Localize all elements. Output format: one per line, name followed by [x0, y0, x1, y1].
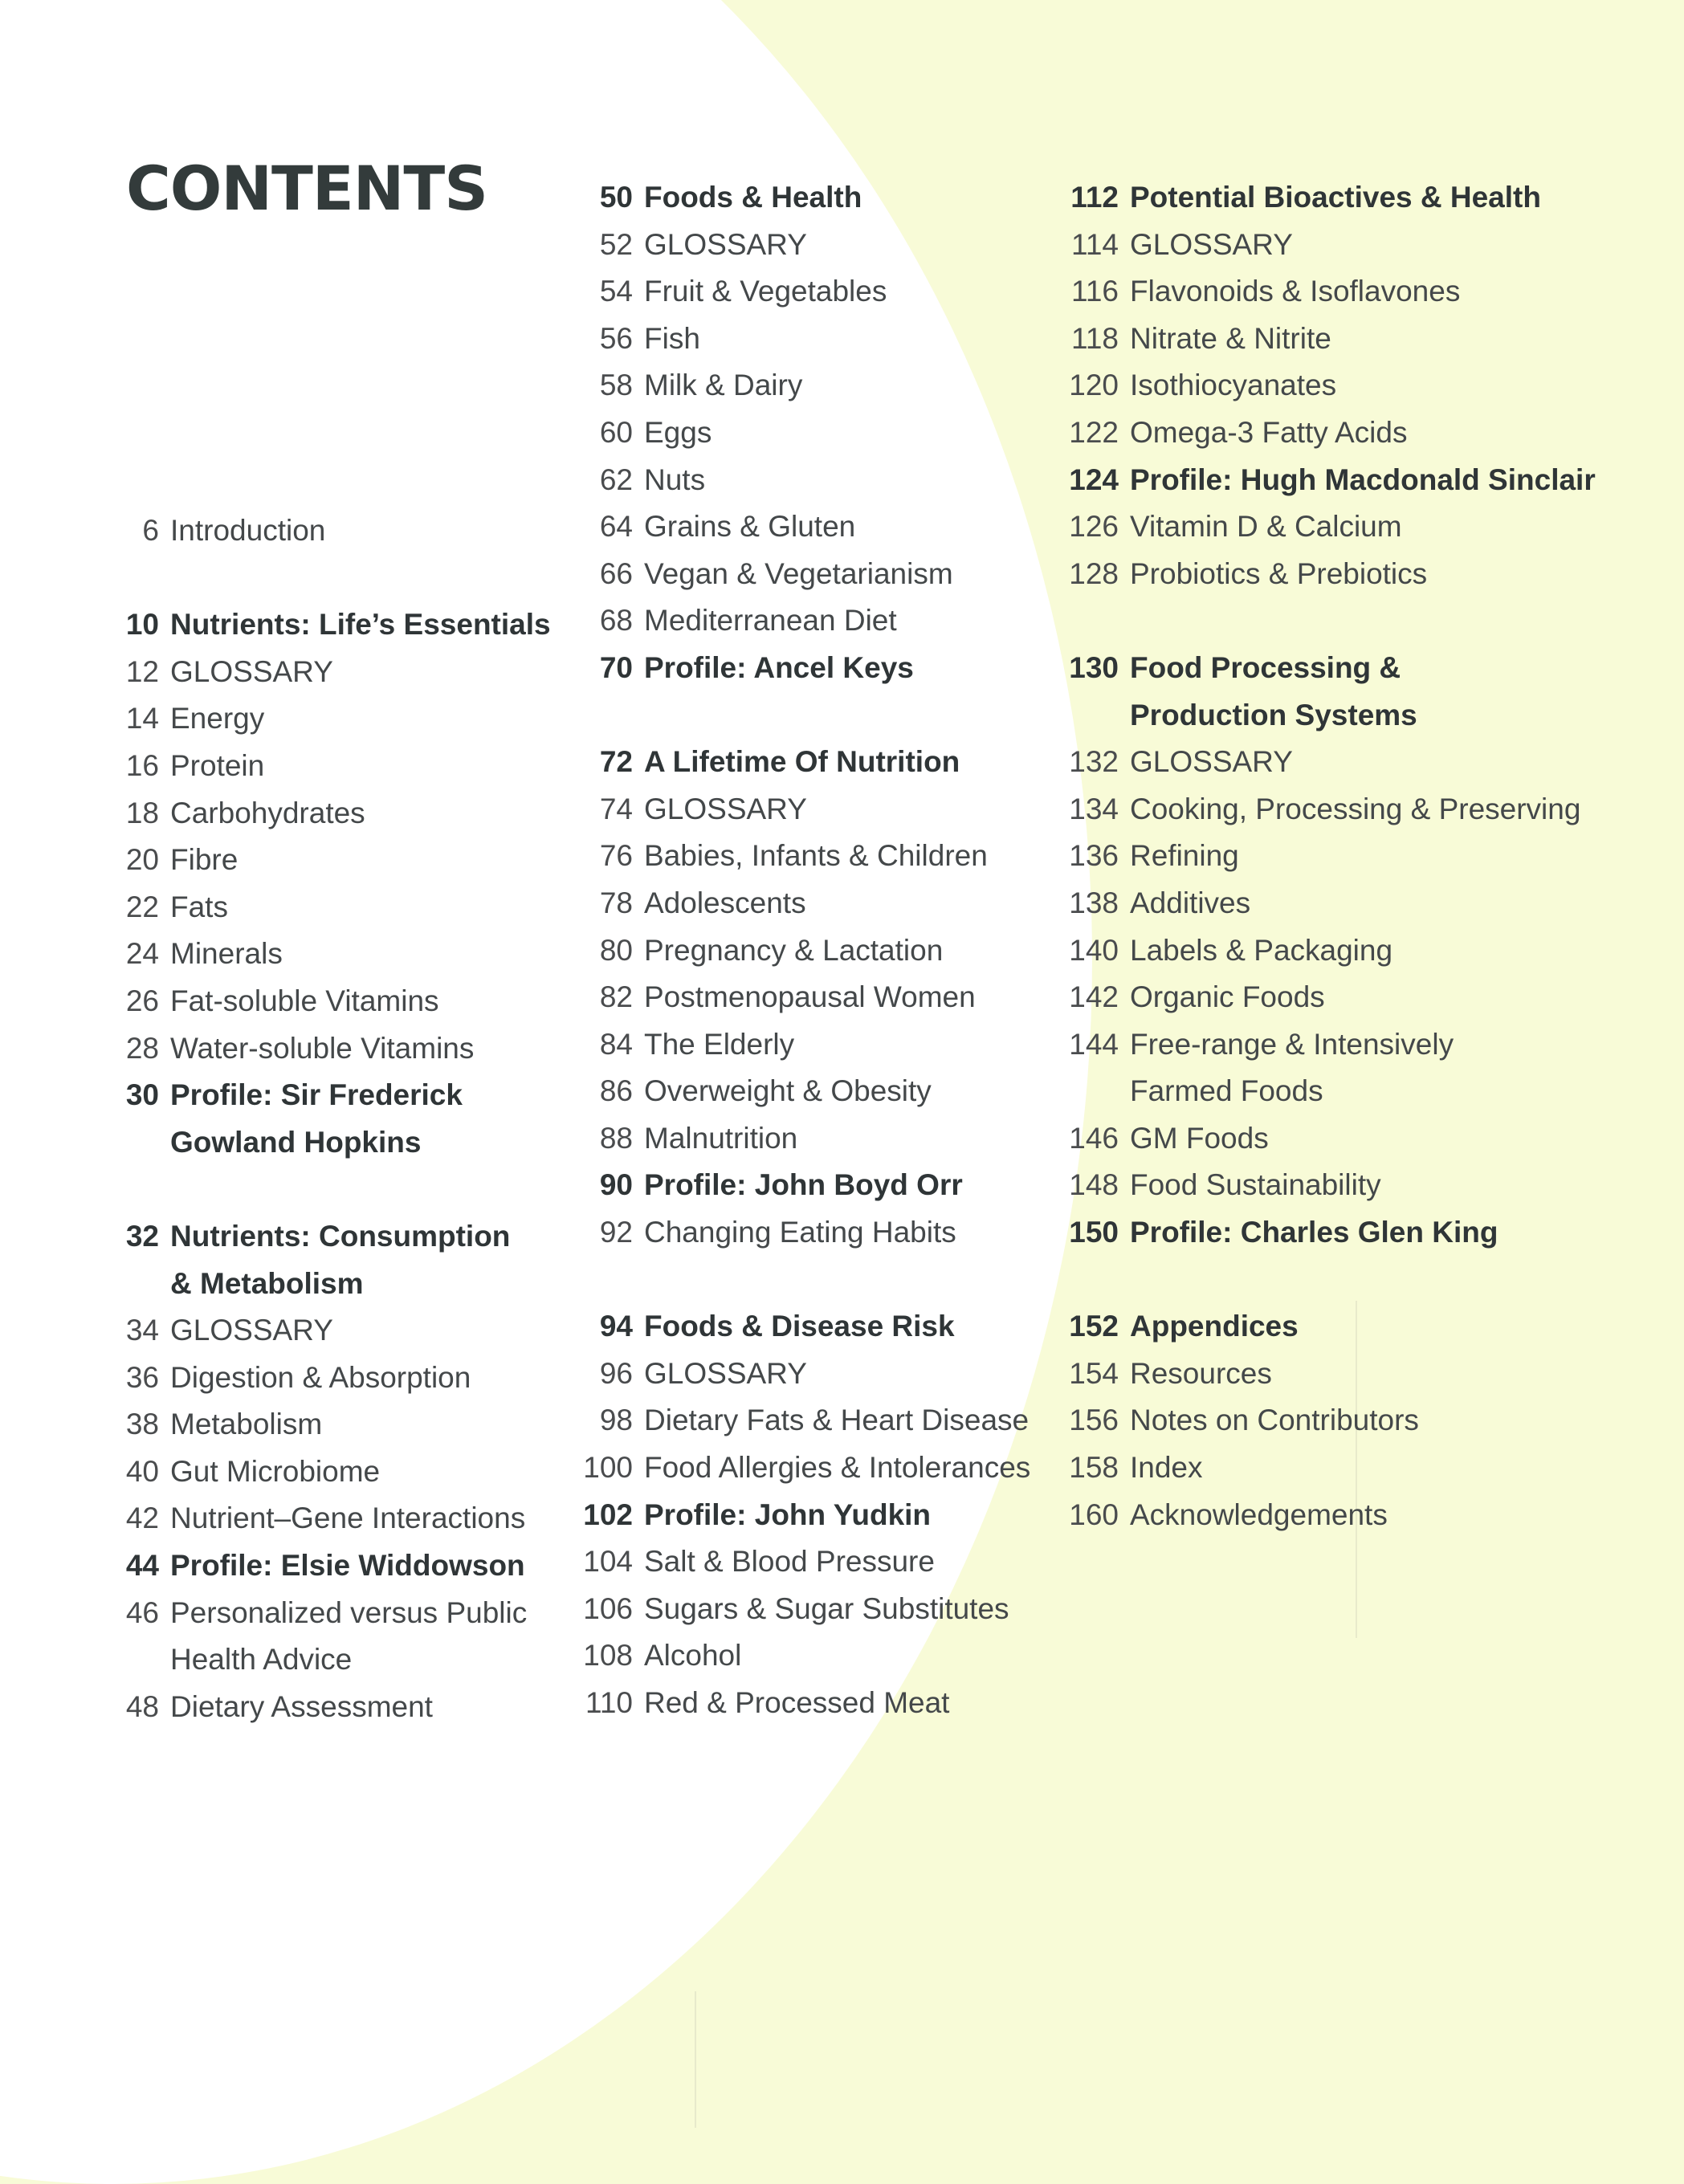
toc-entry-title: Pregnancy & Lactation	[644, 933, 944, 967]
toc-entry-title: Notes on Contributors	[1130, 1404, 1419, 1437]
toc-entry	[578, 1068, 1030, 1115]
toc-entry	[1064, 222, 1596, 269]
toc-entry-title: GLOSSARY	[644, 792, 807, 825]
toc-page-number: 28	[125, 1031, 159, 1065]
toc-entry	[578, 1632, 1030, 1680]
toc-page-number: 82	[599, 980, 633, 1014]
toc-entry-title: Protein	[170, 748, 265, 782]
toc-page-number: 6	[142, 514, 159, 547]
toc-page-number: 30	[125, 1078, 159, 1112]
toc-entry	[104, 507, 551, 555]
toc-page-number: 106	[583, 1591, 633, 1625]
toc-entry	[578, 833, 1030, 880]
toc-entry	[1064, 457, 1596, 504]
toc-page-number: 86	[599, 1074, 633, 1108]
toc-entry-title: Flavonoids & Isoflavones	[1130, 275, 1461, 308]
toc-page-number: 36	[125, 1360, 159, 1394]
toc-page-number: 108	[583, 1639, 633, 1673]
toc-entry	[104, 1401, 551, 1449]
toc-entry-title: Gowland Hopkins	[170, 1125, 422, 1159]
toc-page-number: 72	[599, 745, 633, 779]
toc-page-number: 70	[599, 650, 633, 684]
toc-entry-title: Minerals	[170, 937, 283, 971]
toc-column-2	[578, 174, 1030, 1727]
page-crease	[695, 1991, 696, 2128]
toc-entry	[578, 1397, 1030, 1444]
toc-entry-title: Foods & Disease Risk	[644, 1310, 955, 1343]
toc-entry-title: Introduction	[170, 514, 326, 547]
toc-entry	[1064, 1351, 1596, 1398]
toc-entry-title: Profile: Sir Frederick	[170, 1078, 463, 1112]
toc-entry-title: Acknowledgements	[1130, 1497, 1388, 1531]
toc-page-number: 118	[1071, 321, 1119, 355]
toc-entry	[104, 1542, 551, 1590]
toc-entry-title: & Metabolism	[170, 1266, 364, 1300]
toc-page-number: 42	[125, 1502, 159, 1535]
toc-page-number: 66	[599, 556, 633, 590]
toc-entry-title: Nutrient–Gene Interactions	[170, 1502, 526, 1535]
toc-entry-title: Health Advice	[170, 1643, 353, 1677]
toc-page-number: 158	[1069, 1451, 1119, 1485]
toc-entry-title: GLOSSARY	[1130, 227, 1293, 261]
toc-entry	[104, 1072, 551, 1119]
toc-page-number: 94	[599, 1310, 633, 1343]
toc-entry-title: Profile: Ancel Keys	[644, 650, 914, 684]
toc-entry	[1064, 551, 1596, 598]
toc-page-number: 52	[599, 227, 633, 261]
toc-page-number: 16	[125, 748, 159, 782]
toc-entry-title: Profile: John Yudkin	[644, 1497, 932, 1531]
toc-page-number: 20	[125, 843, 159, 877]
toc-page-number: 100	[583, 1451, 633, 1485]
toc-page-number: 38	[125, 1408, 159, 1441]
toc-entry	[578, 457, 1030, 504]
toc-entry	[1064, 1303, 1596, 1351]
toc-entry-title: Omega-3 Fatty Acids	[1130, 415, 1408, 449]
toc-entry	[1064, 974, 1596, 1021]
toc-entry-title: Vegan & Vegetarianism	[644, 556, 953, 590]
toc-entry-title: Salt & Blood Pressure	[644, 1545, 935, 1579]
toc-entry-title: Refining	[1130, 839, 1239, 873]
toc-entry	[1064, 503, 1596, 551]
toc-entry-title: Adolescents	[644, 886, 806, 919]
toc-page-number: 124	[1069, 462, 1119, 496]
toc-entry-title: Fats	[170, 890, 228, 923]
toc-page-number: 84	[599, 1027, 633, 1061]
toc-page-number: 40	[125, 1454, 159, 1488]
toc-entry-title: Cooking, Processing & Preserving	[1130, 792, 1581, 825]
toc-entry	[578, 362, 1030, 410]
toc-page-number: 12	[125, 654, 159, 688]
toc-entry	[578, 1680, 1030, 1727]
toc-entry-title: Index	[1130, 1451, 1203, 1485]
toc-entry	[1064, 1115, 1596, 1163]
toc-page-number: 152	[1069, 1310, 1119, 1343]
toc-page-number: 134	[1069, 792, 1119, 825]
toc-entry	[104, 1307, 551, 1355]
toc-entry-title: Gut Microbiome	[170, 1454, 381, 1488]
toc-entry-title: Nitrate & Nitrite	[1130, 321, 1331, 355]
toc-page-number: 122	[1069, 415, 1119, 449]
toc-entry-title: Carbohydrates	[170, 796, 365, 829]
toc-entry-continuation	[104, 1261, 551, 1308]
toc-page-number: 120	[1069, 369, 1119, 402]
toc-page-number: 68	[599, 604, 633, 638]
toc-entry-title: Vitamin D & Calcium	[1130, 510, 1402, 544]
toc-page-number: 26	[125, 984, 159, 1017]
toc-page-number: 138	[1069, 886, 1119, 919]
toc-entry-title: Labels & Packaging	[1130, 933, 1393, 967]
toc-entry	[1064, 174, 1596, 222]
toc-page-number: 114	[1071, 227, 1119, 261]
toc-page-number: 24	[125, 937, 159, 971]
toc-entry	[1064, 1209, 1596, 1257]
toc-entry-title: GLOSSARY	[170, 1314, 333, 1347]
toc-page-number: 148	[1069, 1168, 1119, 1202]
toc-entry-title: Farmed Foods	[1130, 1074, 1323, 1108]
toc-page-number: 64	[599, 510, 633, 544]
toc-entry	[578, 1586, 1030, 1633]
toc-entry-title: Free-range & Intensively	[1130, 1027, 1454, 1061]
toc-entry-title: Sugars & Sugar Substitutes	[644, 1591, 1009, 1625]
toc-entry	[578, 503, 1030, 551]
toc-entry-title: Eggs	[644, 415, 712, 449]
toc-page-number: 10	[125, 608, 159, 642]
toc-entry	[578, 786, 1030, 833]
toc-column-1	[104, 507, 551, 1730]
toc-entry-continuation	[104, 1636, 551, 1684]
toc-entry	[1064, 1492, 1596, 1539]
toc-entry	[1064, 1021, 1596, 1069]
toc-entry	[104, 1495, 551, 1542]
toc-entry-title: Appendices	[1130, 1310, 1299, 1343]
toc-entry-title: Foods & Health	[644, 181, 862, 214]
toc-entry-title: Fish	[644, 321, 700, 355]
toc-entry-title: Changing Eating Habits	[644, 1216, 956, 1249]
toc-entry	[578, 1209, 1030, 1257]
toc-page-number: 56	[599, 321, 633, 355]
toc-entry	[1064, 833, 1596, 880]
toc-entry-continuation	[104, 1119, 551, 1167]
toc-entry	[578, 597, 1030, 645]
toc-entry-title: The Elderly	[644, 1027, 795, 1061]
toc-entry	[578, 880, 1030, 927]
toc-entry-title: Dietary Fats & Heart Disease	[644, 1404, 1030, 1437]
toc-entry-title: Grains & Gluten	[644, 510, 856, 544]
toc-entry	[1064, 1444, 1596, 1492]
toc-page-number: 54	[599, 275, 633, 308]
toc-entry	[578, 1444, 1030, 1492]
toc-page-number: 150	[1069, 1216, 1119, 1249]
toc-entry-title: Profile: Charles Glen King	[1130, 1216, 1498, 1249]
toc-entry-title: Malnutrition	[644, 1121, 798, 1155]
toc-page-number: 98	[599, 1404, 633, 1437]
toc-page-number: 60	[599, 415, 633, 449]
toc-page-number: 48	[125, 1689, 159, 1723]
toc-page-number: 112	[1070, 181, 1119, 214]
toc-entry	[578, 268, 1030, 316]
toc-entry	[578, 974, 1030, 1021]
toc-entry	[578, 316, 1030, 363]
toc-entry	[104, 649, 551, 696]
toc-entry	[578, 1162, 1030, 1209]
toc-entry	[104, 1213, 551, 1261]
toc-page-number: 156	[1069, 1404, 1119, 1437]
toc-entry-title: GLOSSARY	[644, 227, 807, 261]
toc-entry	[578, 1538, 1030, 1586]
toc-page-number: 76	[599, 839, 633, 873]
toc-entry-title: Water-soluble Vitamins	[170, 1031, 475, 1065]
toc-page-number: 132	[1069, 745, 1119, 779]
toc-entry-title: Postmenopausal Women	[644, 980, 976, 1014]
page-title: CONTENTS	[126, 153, 487, 224]
toc-page-number: 22	[125, 890, 159, 923]
toc-page-number: 88	[599, 1121, 633, 1155]
toc-entry-title: Fat-soluble Vitamins	[170, 984, 439, 1017]
toc-entry-title: Profile: Hugh Macdonald Sinclair	[1130, 462, 1596, 496]
toc-entry-title: Profile: Elsie Widdowson	[170, 1549, 525, 1583]
toc-entry-title: Overweight & Obesity	[644, 1074, 932, 1108]
toc-entry	[1064, 927, 1596, 975]
toc-entry	[578, 927, 1030, 975]
toc-entry	[1064, 645, 1596, 692]
toc-entry	[1064, 362, 1596, 410]
toc-entry-title: Metabolism	[170, 1408, 323, 1441]
toc-entry-title: GLOSSARY	[1130, 745, 1293, 779]
toc-entry-title: GM Foods	[1130, 1121, 1269, 1155]
toc-page-number: 58	[599, 369, 633, 402]
toc-entry	[104, 695, 551, 743]
toc-page-number: 46	[125, 1595, 159, 1629]
toc-page-number: 154	[1069, 1356, 1119, 1390]
toc-entry	[1064, 739, 1596, 786]
toc-page-number: 44	[125, 1549, 159, 1583]
toc-entry-title: Potential Bioactives & Health	[1130, 181, 1541, 214]
toc-entry-title: Additives	[1130, 886, 1251, 919]
toc-entry	[104, 1449, 551, 1496]
toc-entry-continuation	[1064, 692, 1596, 740]
toc-entry	[1064, 880, 1596, 927]
toc-entry-title: Mediterranean Diet	[644, 604, 897, 638]
toc-entry	[104, 1590, 551, 1637]
toc-entry	[104, 1684, 551, 1731]
toc-page-number: 116	[1071, 275, 1119, 308]
toc-page-number: 96	[599, 1356, 633, 1390]
toc-entry	[104, 790, 551, 837]
toc-page-number: 126	[1069, 510, 1119, 544]
toc-entry-title: A Lifetime Of Nutrition	[644, 745, 960, 779]
toc-entry-title: Nuts	[644, 462, 706, 496]
toc-entry-title: GLOSSARY	[644, 1356, 807, 1390]
toc-entry-title: Nutrients: Life’s Essentials	[170, 608, 551, 642]
toc-page-number: 34	[125, 1314, 159, 1347]
toc-entry-title: Energy	[170, 702, 265, 735]
toc-entry-title: Fibre	[170, 843, 239, 877]
toc-page-number: 128	[1069, 556, 1119, 590]
toc-page-number: 92	[599, 1216, 633, 1249]
toc-entry-title: Dietary Assessment	[170, 1689, 433, 1723]
toc-entry	[1064, 786, 1596, 833]
toc-entry	[104, 1025, 551, 1073]
toc-page-number: 18	[125, 796, 159, 829]
toc-page-number: 14	[125, 702, 159, 735]
toc-page-number: 130	[1069, 650, 1119, 684]
toc-entry-title: GLOSSARY	[170, 654, 333, 688]
toc-entry	[578, 1303, 1030, 1351]
toc-entry-title: Alcohol	[644, 1639, 742, 1673]
toc-entry-title: Profile: John Boyd Orr	[644, 1168, 963, 1202]
toc-page-number: 74	[599, 792, 633, 825]
toc-page-number: 160	[1069, 1497, 1119, 1531]
toc-entry	[104, 1355, 551, 1402]
toc-entry	[578, 645, 1030, 692]
toc-entry	[1064, 316, 1596, 363]
toc-entry	[104, 884, 551, 931]
toc-entry-title: Food Processing &	[1130, 650, 1401, 684]
toc-entry-title: Resources	[1130, 1356, 1272, 1390]
toc-page-number: 62	[599, 462, 633, 496]
toc-page-number: 32	[125, 1219, 159, 1253]
toc-page-number: 78	[599, 886, 633, 919]
toc-entry-title: Fruit & Vegetables	[644, 275, 887, 308]
toc-entry	[578, 222, 1030, 269]
toc-entry	[578, 739, 1030, 786]
toc-page-number: 146	[1069, 1121, 1119, 1155]
toc-page-number: 104	[583, 1545, 633, 1579]
toc-entry-title: Organic Foods	[1130, 980, 1325, 1014]
toc-entry	[578, 1115, 1030, 1163]
toc-page-number: 102	[583, 1497, 633, 1531]
toc-entry-continuation	[1064, 1068, 1596, 1115]
toc-page-number: 80	[599, 933, 633, 967]
toc-page-number: 144	[1069, 1027, 1119, 1061]
toc-entry	[104, 601, 551, 649]
toc-entry	[1064, 1397, 1596, 1444]
toc-entry-title: Food Sustainability	[1130, 1168, 1381, 1202]
toc-entry	[1064, 410, 1596, 457]
toc-entry	[578, 174, 1030, 222]
toc-entry	[578, 1351, 1030, 1398]
toc-entry-title: Personalized versus Public	[170, 1595, 528, 1629]
toc-page-number: 142	[1069, 980, 1119, 1014]
toc-page-number: 136	[1069, 839, 1119, 873]
toc-entry-title: Production Systems	[1130, 698, 1417, 731]
toc-entry-title: Food Allergies & Intolerances	[644, 1451, 1031, 1485]
toc-column-3	[1064, 174, 1596, 1538]
toc-entry	[104, 978, 551, 1025]
toc-entry	[104, 837, 551, 884]
toc-entry-title: Babies, Infants & Children	[644, 839, 988, 873]
toc-entry	[578, 1492, 1030, 1539]
toc-entry-title: Digestion & Absorption	[170, 1360, 471, 1394]
toc-entry-title: Probiotics & Prebiotics	[1130, 556, 1428, 590]
toc-entry	[104, 931, 551, 978]
toc-page-number: 110	[585, 1686, 633, 1719]
toc-entry	[578, 410, 1030, 457]
toc-entry	[104, 743, 551, 790]
toc-entry	[578, 1021, 1030, 1069]
toc-entry-title: Red & Processed Meat	[644, 1686, 950, 1719]
toc-entry-title: Isothiocyanates	[1130, 369, 1337, 402]
toc-entry-title: Milk & Dairy	[644, 369, 803, 402]
toc-entry	[1064, 1162, 1596, 1209]
toc-entry-title: Nutrients: Consumption	[170, 1219, 511, 1253]
toc-page-number: 90	[599, 1168, 633, 1202]
toc-page-number: 140	[1069, 933, 1119, 967]
toc-entry	[1064, 268, 1596, 316]
toc-entry	[578, 551, 1030, 598]
toc-page-number: 50	[599, 181, 633, 214]
